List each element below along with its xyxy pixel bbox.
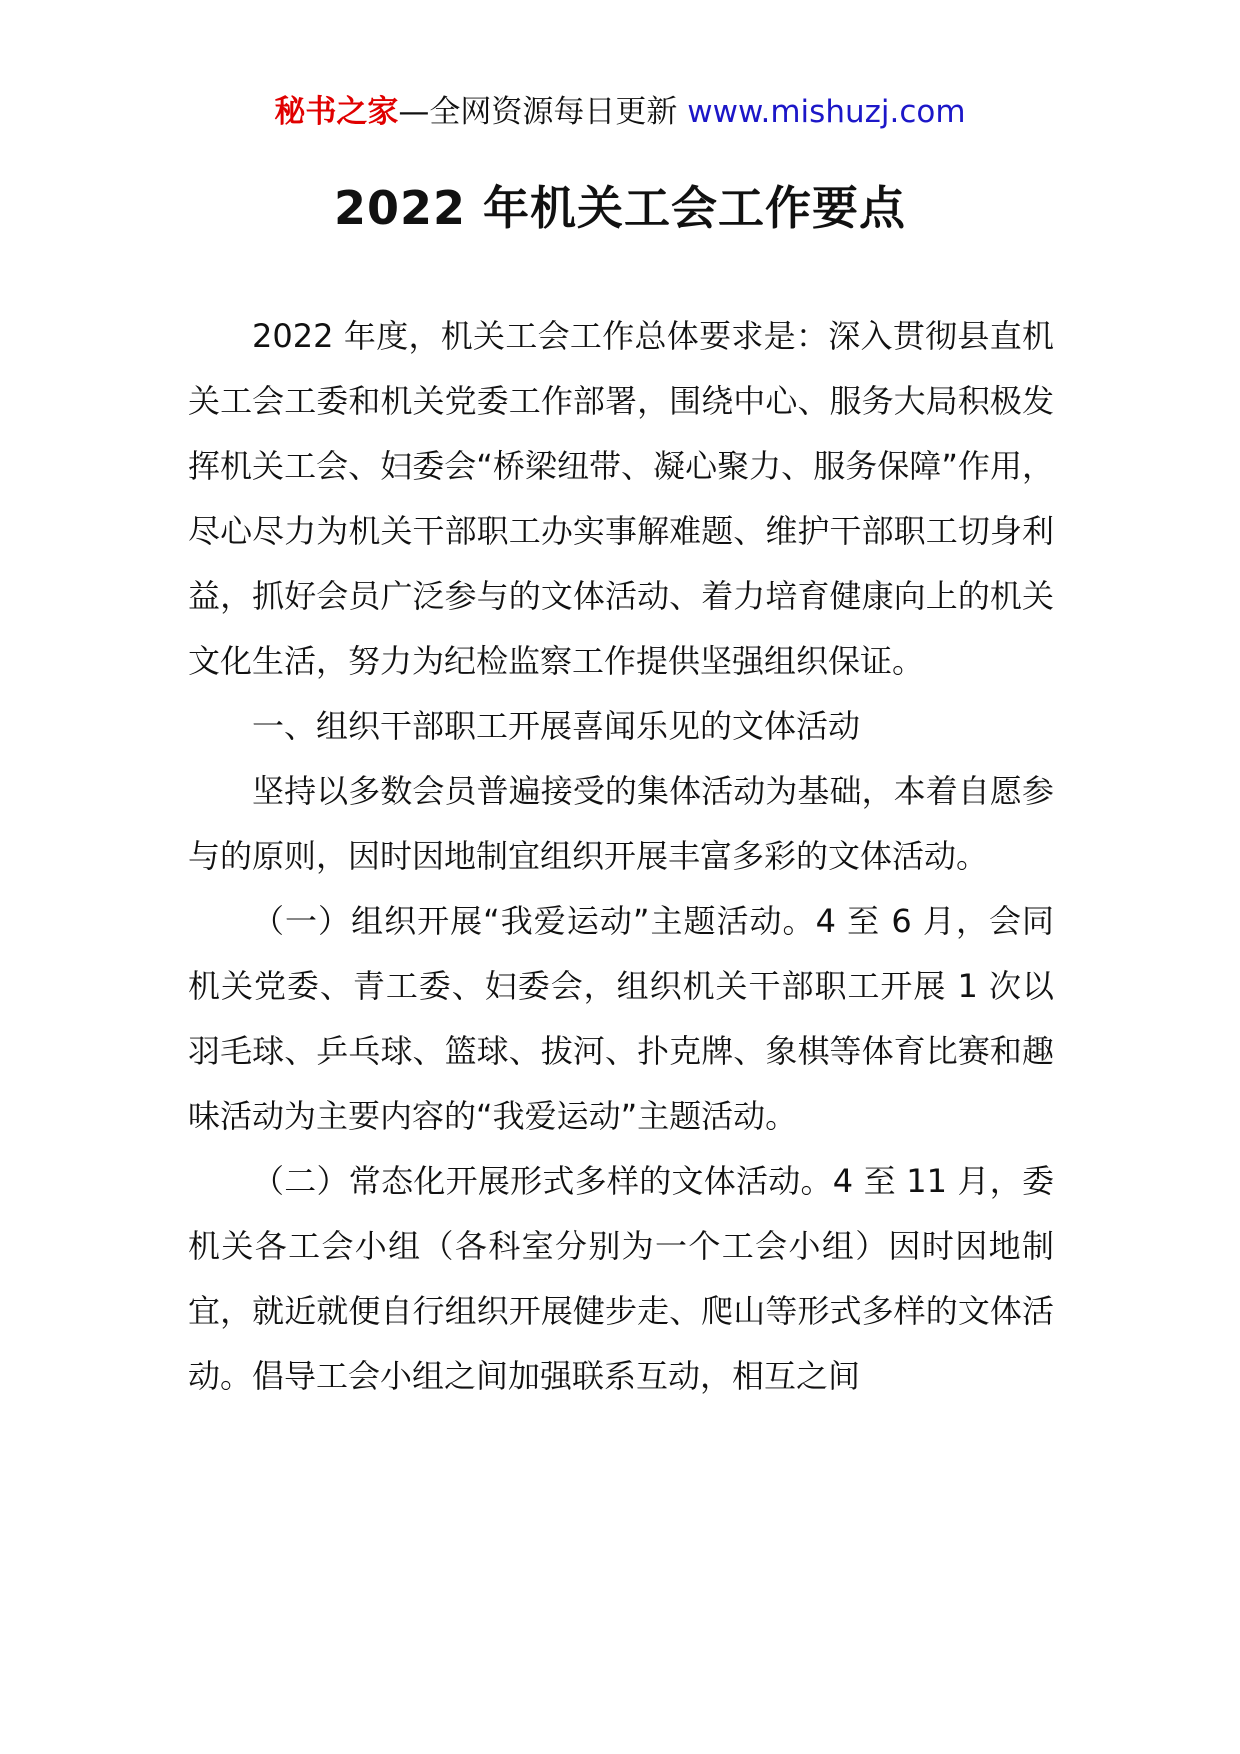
- banner-tagline: —全网资源每日更新: [398, 94, 678, 130]
- site-url-link[interactable]: www.mishuzj.com: [687, 94, 966, 130]
- paragraph-item-1: （一）组织开展“我爱运动”主题活动。4 至 6 月，会同机关党委、青工委、妇委会，组织机关干部职工开展 1 次以羽毛球、乒乓球、篮球、拔河、扑克牌、象棋等体育比赛和趣味活动为主要内容的“我爱运动”主题活动。: [188, 902, 1054, 1135]
- section-heading-1: 一、组织干部职工开展喜闻乐见的文体活动: [252, 707, 861, 745]
- site-banner: [0, 92, 1240, 132]
- paragraph-section-1: 坚持以多数会员普遍接受的集体活动为基础，本着自愿参与的原则，因时因地制宜组织开展丰富多彩的文体活动。: [188, 772, 1054, 875]
- brand-name: 秘书之家: [274, 94, 399, 130]
- paragraph-item-2: （二）常态化开展形式多样的文体活动。4 至 11 月，委机关各工会小组（各科室分别为一个工会小组）因时因地制宜，就近就便自行组织开展健步走、爬山等形式多样的文体活动。倡导工会小组之间加强联系互动，相互之间: [188, 1162, 1054, 1395]
- document-body: [188, 304, 1054, 1409]
- paragraph-intro: 2022 年度，机关工会工作总体要求是：深入贯彻县直机关工会工委和机关党委工作部署，围绕中心、服务大局积极发挥机关工会、妇委会“桥梁纽带、凝心聚力、服务保障”作用，尽心尽力为机关干部职工办实事解难题、维护干部职工切身利益，抓好会员广泛参与的文体活动、着力培育健康向上的机关文化生活，努力为纪检监察工作提供坚强组织保证。: [188, 317, 1054, 680]
- document-title: 2022 年机关工会工作要点: [333, 181, 907, 235]
